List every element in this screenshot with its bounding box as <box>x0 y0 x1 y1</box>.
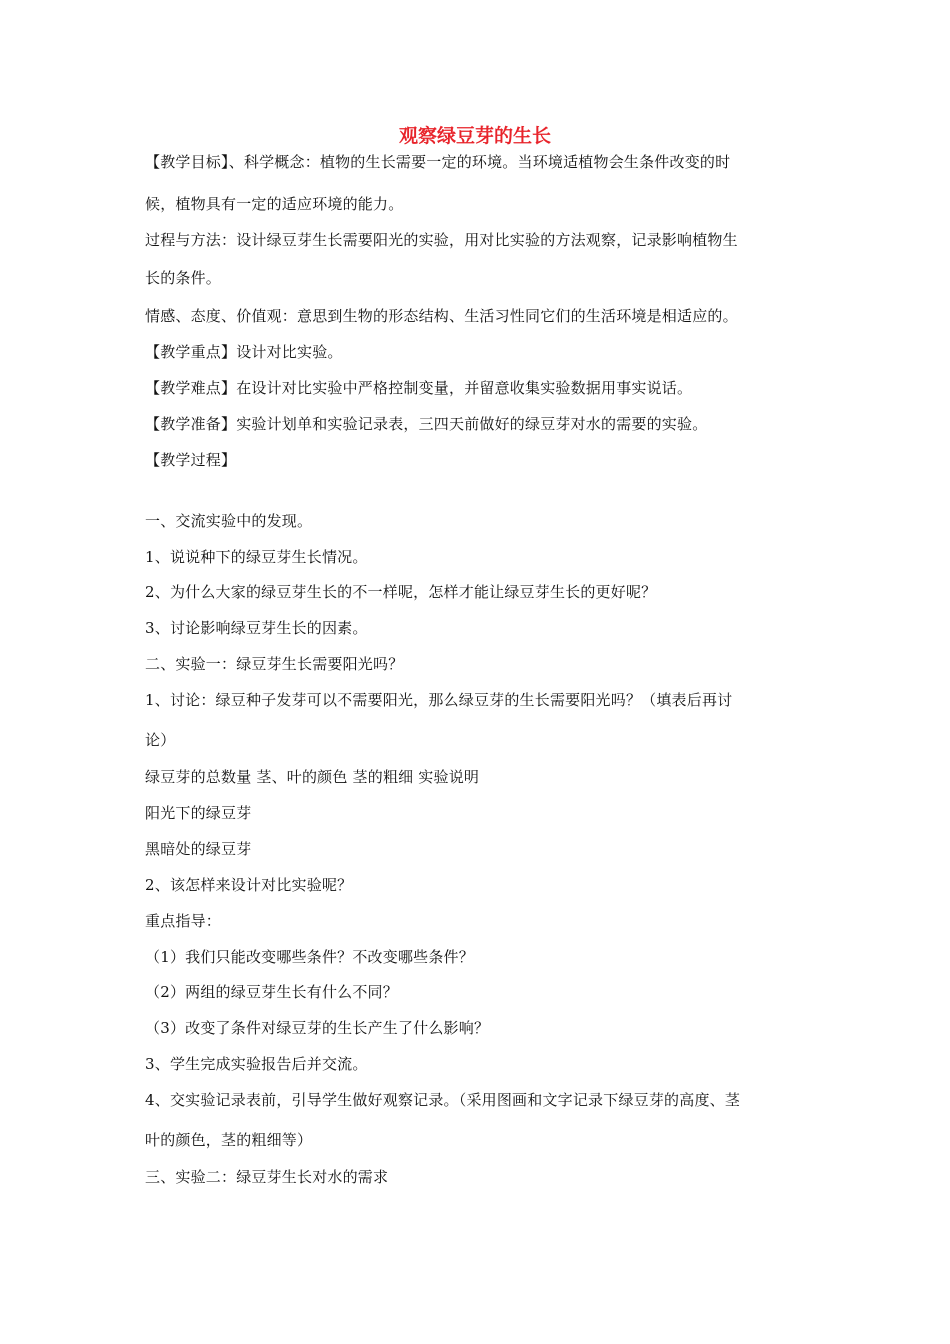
list-item: （1）我们只能改变哪些条件？不改变哪些条件？ <box>145 948 474 966</box>
table-row: 阳光下的绿豆芽 <box>145 804 252 822</box>
list-item: 3、学生完成实验报告后并交流。 <box>145 1055 368 1073</box>
list-item: 论） <box>145 731 176 749</box>
paragraph-line: 【教学重点】设计对比实验。 <box>145 343 343 361</box>
paragraph-line: 重点指导： <box>145 912 222 930</box>
section-heading: 二、实验一：绿豆芽生长需要阳光吗？ <box>145 655 404 673</box>
list-item: （3）改变了条件对绿豆芽的生长产生了什么影响？ <box>145 1019 490 1037</box>
list-item: 1、讨论：绿豆种子发芽可以不需要阳光，那么绿豆芽的生长需要阳光吗？（填表后再讨 <box>145 691 733 709</box>
paragraph-line: 候，植物具有一定的适应环境的能力。 <box>145 195 404 213</box>
section-heading: 【教学过程】 <box>145 451 237 469</box>
paragraph-line: 【教学难点】在设计对比实验中严格控制变量，并留意收集实验数据用事实说话。 <box>145 379 693 397</box>
paragraph-line: 长的条件。 <box>145 269 222 287</box>
paragraph-line: 【教学目标】、科学概念：植物的生长需要一定的环境。当环境适植物会生条件改变的时 <box>145 153 731 171</box>
section-heading: 三、实验二：绿豆芽生长对水的需求 <box>145 1168 389 1186</box>
paragraph-line: 情感、态度、价值观：意思到生物的形态结构、生活习性同它们的生活环境是相适应的。 <box>145 307 738 325</box>
list-item: （2）两组的绿豆芽生长有什么不同？ <box>145 983 398 1001</box>
paragraph-line: 过程与方法：设计绿豆芽生长需要阳光的实验，用对比实验的方法观察，记录影响植物生 <box>145 231 738 249</box>
document-title: 观察绿豆芽的生长 <box>398 125 551 147</box>
list-item: 4、交实验记录表前，引导学生做好观察记录。（采用图画和文字记录下绿豆芽的高度、茎 <box>145 1091 741 1109</box>
list-item: 2、该怎样来设计对比实验呢？ <box>145 876 353 894</box>
table-header-row: 绿豆芽的总数量 茎、叶的颜色 茎的粗细 实验说明 <box>145 768 480 786</box>
list-item: 叶的颜色，茎的粗细等） <box>145 1131 313 1149</box>
list-item: 1、说说种下的绿豆芽生长情况。 <box>145 548 368 566</box>
paragraph-line: 【教学准备】实验计划单和实验记录表，三四天前做好的绿豆芽对水的需要的实验。 <box>145 415 708 433</box>
list-item: 3、讨论影响绿豆芽生长的因素。 <box>145 619 368 637</box>
list-item: 2、为什么大家的绿豆芽生长的不一样呢，怎样才能让绿豆芽生长的更好呢？ <box>145 583 657 601</box>
table-row: 黑暗处的绿豆芽 <box>145 840 252 858</box>
section-heading: 一、交流实验中的发现。 <box>145 512 313 530</box>
